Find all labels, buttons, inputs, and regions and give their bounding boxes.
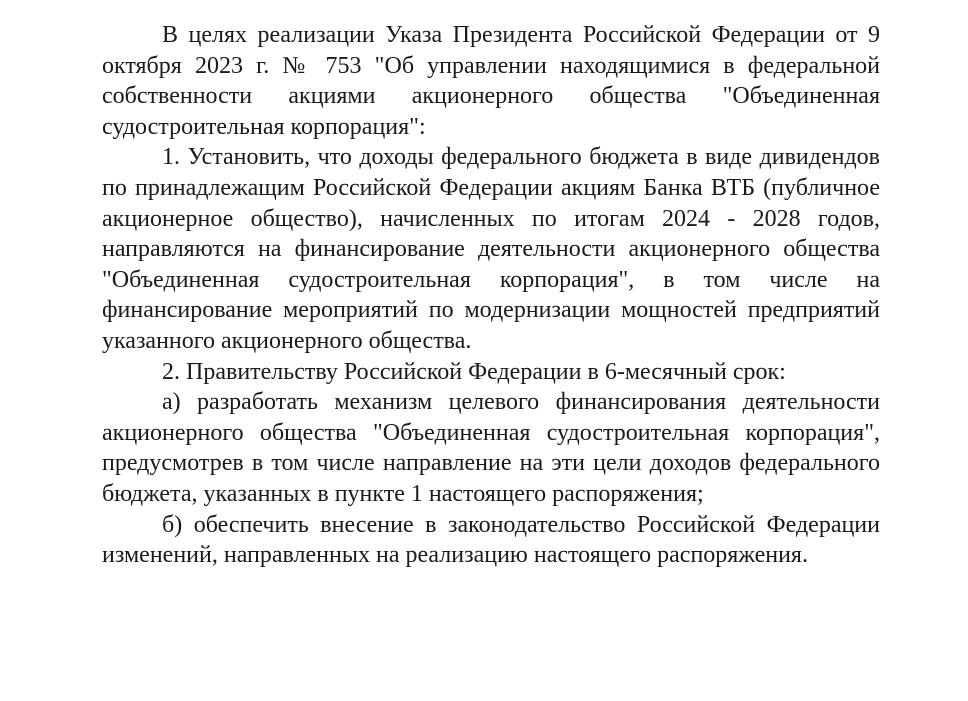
document-text [102, 20, 880, 571]
item-2a-paragraph: а) разработать механизм целевого финансирования деятельности акционерного общества "Объединенная судостроительная корпорация", предусмотрев в том числе направление на эти цели доходов федерального бюджета, указанных в пункте 1 настоящего распоряжения; [102, 389, 880, 507]
item-2-paragraph: 2. Правительству Российской Федерации в 6-месячный срок: [162, 358, 786, 385]
item-1-paragraph: 1. Установить, что доходы федерального бюджета в виде дивидендов по принадлежащим Российской Федерации акциям Банка ВТБ (публичное акционерное общество), начисленных по итогам 2024 - 2028 годов, направляются на финансирование деятельности акционерного общества "Объединенная судостроительная корпорация", в том числе на финансирование мероприятий по модернизации мощностей предприятий указанного акционерного общества. [102, 144, 880, 354]
item-2b-paragraph: б) обеспечить внесение в законодательство Российской Федерации изменений, направленных на реализацию настоящего распоряжения. [102, 511, 880, 569]
preamble-paragraph: В целях реализации Указа Президента Российской Федерации от 9 октября 2023 г. № 753 "Об управлении находящимися в федеральной собственности акциями акционерного общества "Объединенная судостроительная корпорация": [102, 22, 880, 140]
